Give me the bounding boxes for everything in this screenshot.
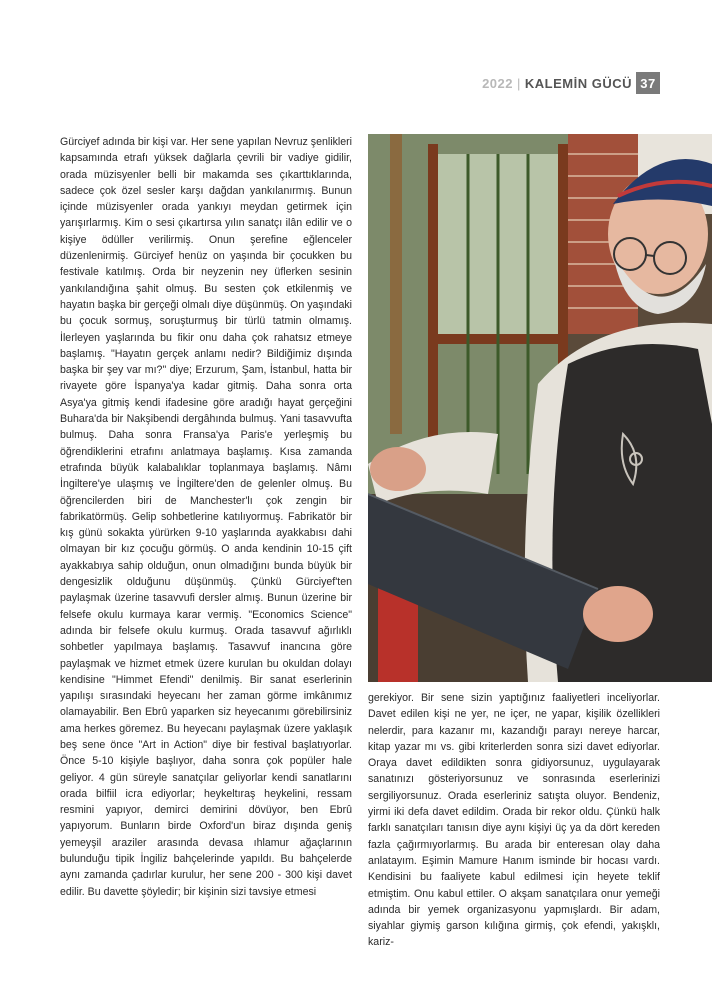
header-separator: | bbox=[517, 75, 521, 91]
page-number: 37 bbox=[636, 72, 660, 94]
right-column-text: gerekiyor. Bir sene sizin yaptığınız faaliyetleri inceliyorlar. Davet edilen kişi ne yer, ne içer, ne yapar, kişilik özellikleri nelerdir, para kazanır mı, kazandığı parayı nereye harcar, kitap yazar mı vs. gibi kriterlerden sonra sizi davet ediyorlar. Oraya davet edildikten sonra gidiyorsunuz, uygulayarak sanatınızı gösteriyorsunuz ve sonrasında eserlerinizi sergiliyorsunuz. Orada eserleriniz satışta oluyor. Bendeniz, yirmi iki defa davet edildim. Orada bir rekor oldu. Çünkü halk farklı sanatçıları tanısın diye aynı kişiyi üç ya da dört kereden fazla çağırmıyorlarmış. Bu arada bir enteresan olay daha anlatayım. Eşimin Mamure Hanım isminde bir hocası vardı. Kendisini bu faaliyete kabul edilmesi için heyete teklif etmiştim. Onu kabul ettiler. O akşam sanatçılara onur yemeği adında bir yemek organizasyonu yapmışlardı. Bir adam, siyahlar giymiş garson kılığına girmiş, çok efendi, yakışklı, kariz- bbox=[368, 692, 660, 949]
artist-photo bbox=[368, 134, 712, 682]
article-right-column bbox=[368, 690, 660, 951]
page-header bbox=[482, 72, 660, 94]
photo-illustration bbox=[368, 134, 712, 682]
magazine-title: KALEMİN GÜCÜ bbox=[524, 75, 632, 91]
left-column-text: Gürciyef adında bir kişi var. Her sene yapılan Nevruz şenlikleri kapsamında etrafı yüksek dağlarla çevrili bir vadiye gidilir, orada müzisyenler belli bir makamda ses çıkarttıklarında, sadece çok özel sesler karşı dağdan yankılanırmış. Bunun içinde müzisyenler orada yankıyı meydan getirmek için yarışırlarmış. Kim o sesi çıkartırsa yılın sanatçı ilân edilir ve o kişiye ödüller verilirmiş. Onun şerefine eğlenceler düzenlenirmiş. Gürciyef henüz on yaşında bir çocukken bu festivale katılmış. Orda bir neyzenin ney üflerken sesinin yankılandığına şahit olmuş. Bu sesten çok etkilenmiş ve hayatın başka bir gerçeği olmalı diye düşünmüş. On yaşındaki bu çocuk sormuş, soruşturmuş bir türlü tatmin olmamış. İlerleyen yaşlarında bu fikir onu daha çok rahatsız etmeye başlamış. "Hayatın gerçek anlamı nedir? Bildiğimiz dışında başka bir şey var mı?" diye; Erzurum, Şam, İstanbul, hatta bir rivayete göre İspanya'ya kadar gitmiş. Daha sonra orta Asya'ya gitmiş kendi ifadesine göre aradığı hayat gerçeğini Buhara'da bir Nakşibendi dergâhında bulmuş. Yani tasavvufta bulmuş. Daha sonra Fransa'ya Paris'e yerleşmiş bu öğrendiklerini etrafını anlatmaya başlamış. Kısa zamanda etrafında büyük kalabalıklar toplanmaya başlamış. Nâmı İngiltere'ye ulaşmış ve İngiltere'den de gelenler olmuş. Bu öğrencilerden biri de Manchester'lı çok zengin bir fabrikatörmüş. Gelip sohbetlerine katılıyormuş. Fabrikatör bir kış günü sokakta yürürken 9-10 yaşlarında ayakkabısı dahi olmayan bir kız çocuğu görmüş. O anda kendinin 10-15 çift ayakkabıya sahip olduğun, onun olmadığını bunda büyük bir dengesizlik olduğunu düşünmüş. Çünkü Gürciyef'ten paylaşmak üzerine tasavvufi dersler almış. Bunun üzerine bir felsefe okulu kurmaya karar vermiş. "Economics Science" adında bir felsefe okulu kurmuş. Orada tasavvuf ağırlıklı sohbetler yapılmaya başlamış. Tasavvuf inancına göre paylaşmak ve hizmet etmek üzere kurulan bu okuldan dolayı kendisine "Himmet Efendi" denilmiş. Bir sanat eserlerinin yapılışı sırasındaki heyecanı her zaman görme imkânımız olamayabilir. Ben Ebrû yaparken siz heyecanımı görebilirsiniz ama herkes göremez. Bu heyecanı paylaşmak üzere yaklaşık beş sene önce "Art in Action" diye bir festival başlatıyorlar. Önce 5-10 kişiyle başlıyor, daha sonra çok popüler hale geliyor. 4 gün süreyle sanatçılar geliyorlar kendi sanatlarını orada bilfiil icra ediyorlar; heykeltıraş heykelini, ressam resmini yapıyor, demirci demirini dövüyor, ben Ebrû yapıyorum. Bunların birde Oxford'un biraz dışında geniş yemeyşil araziler arasında devasa ıhlamur ağaçlarının bulunduğu tipik İngiliz bahçelerinde yapıldı. Bu bahçelerde aynı zamanda çadırlar kurulur, her sene 200 - 300 kişi davet edilir. Bu davette şöyledir; bir kişinin sizi tavsiye etmesi bbox=[60, 136, 352, 898]
header-year: 2022 bbox=[482, 75, 513, 91]
article-left-column bbox=[60, 134, 352, 900]
